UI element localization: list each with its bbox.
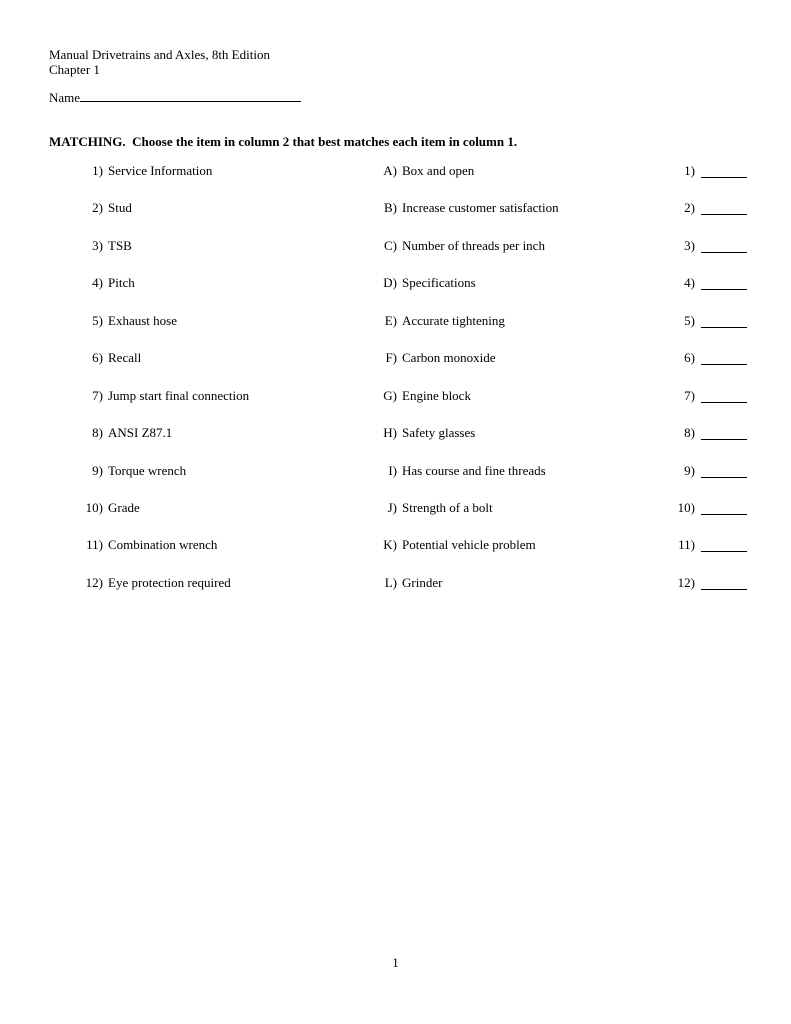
item-number: 6) xyxy=(92,350,103,366)
answer-blank xyxy=(701,575,747,590)
option-letter: B) xyxy=(384,200,397,216)
answer-blank xyxy=(701,238,747,253)
column2-item: Increase customer satisfaction xyxy=(402,200,559,216)
answer-blank-cell xyxy=(695,313,751,332)
answer-blank-cell xyxy=(695,425,751,444)
item-number: 7) xyxy=(92,387,103,403)
answer-number: 11) xyxy=(678,537,695,553)
name-row xyxy=(49,89,301,106)
answer-blank xyxy=(701,275,747,290)
answer-number: 7) xyxy=(684,387,695,403)
option-letter: L) xyxy=(384,574,397,590)
answer-number: 4) xyxy=(684,275,695,291)
option-letter: K) xyxy=(383,537,397,553)
option-letter: C) xyxy=(384,237,397,253)
item-number: 1) xyxy=(92,163,103,178)
option-letter: I) xyxy=(388,462,397,478)
item-number: 10) xyxy=(85,499,103,515)
option-letter: E) xyxy=(384,312,397,328)
matching-row xyxy=(49,350,751,387)
column2-item: Has course and fine threads xyxy=(402,462,546,478)
answer-blank xyxy=(701,350,747,365)
column1-item: ANSI Z87.1 xyxy=(108,425,173,441)
matching-row xyxy=(49,275,751,312)
name-blank xyxy=(80,89,301,102)
answer-number: 10) xyxy=(677,499,695,515)
matching-row xyxy=(49,463,751,500)
answer-number: 12) xyxy=(677,574,695,590)
item-number: 9) xyxy=(92,462,103,478)
answer-number: 5) xyxy=(684,312,695,328)
answer-number: 9) xyxy=(684,462,695,478)
column2-item: Specifications xyxy=(402,275,476,291)
column1-item: TSB xyxy=(108,237,132,253)
matching-row xyxy=(49,313,751,350)
answer-blank-cell xyxy=(695,537,751,556)
column2-item: Potential vehicle problem xyxy=(402,537,536,553)
column1-item: Service Information xyxy=(108,163,213,178)
answer-blank xyxy=(701,313,747,328)
item-number: 3) xyxy=(92,237,103,253)
answer-blank-cell xyxy=(695,500,751,519)
option-letter: H) xyxy=(383,425,397,441)
column1-item: Recall xyxy=(108,350,142,366)
column2-item: Strength of a bolt xyxy=(402,499,493,515)
column1-item: Grade xyxy=(108,499,140,515)
column2-item: Safety glasses xyxy=(402,425,476,441)
answer-blank-cell xyxy=(695,200,751,219)
column1-item: Exhaust hose xyxy=(108,312,177,328)
answer-blank xyxy=(701,463,747,478)
item-number: 11) xyxy=(86,537,103,553)
document-header xyxy=(49,48,270,77)
item-number: 5) xyxy=(92,312,103,328)
column2-item: Number of threads per inch xyxy=(402,237,545,253)
matching-instructions: MATCHING. Choose the item in column 2 that best matches each item in column 1. xyxy=(49,134,518,149)
answer-blank xyxy=(701,500,747,515)
column1-item: Torque wrench xyxy=(108,462,187,478)
page-number: 1 xyxy=(392,955,399,970)
matching-row xyxy=(49,537,751,574)
matching-table xyxy=(49,163,751,612)
answer-blank-cell xyxy=(695,388,751,407)
chapter-title: Chapter 1 xyxy=(49,61,100,77)
option-letter: J) xyxy=(387,499,397,515)
answer-blank xyxy=(701,425,747,440)
column2-item: Carbon monoxide xyxy=(402,350,496,366)
answer-blank-cell xyxy=(695,575,751,594)
answer-number: 2) xyxy=(684,200,695,216)
column2-item: Grinder xyxy=(402,574,443,590)
item-number: 4) xyxy=(92,275,103,291)
answer-blank-cell xyxy=(695,350,751,369)
matching-row xyxy=(49,500,751,537)
name-label: Name xyxy=(49,90,81,105)
column1-item: Pitch xyxy=(108,275,135,291)
answer-blank xyxy=(701,388,747,403)
answer-blank-cell xyxy=(695,463,751,482)
answer-blank xyxy=(701,537,747,552)
answer-blank-cell xyxy=(695,238,751,257)
item-number: 2) xyxy=(92,200,103,216)
matching-row xyxy=(49,200,751,237)
answer-blank xyxy=(701,163,747,178)
column1-item: Eye protection required xyxy=(108,574,231,590)
matching-row xyxy=(49,425,751,462)
answer-number: 3) xyxy=(684,237,695,253)
column1-item: Combination wrench xyxy=(108,537,218,553)
column1-item: Stud xyxy=(108,200,132,216)
answer-blank xyxy=(701,200,747,215)
option-letter: A) xyxy=(383,163,397,178)
column2-item: Accurate tightening xyxy=(402,312,505,328)
column1-item: Jump start final connection xyxy=(108,387,250,403)
matching-row xyxy=(49,163,751,200)
column2-item: Engine block xyxy=(402,387,471,403)
item-number: 8) xyxy=(92,425,103,441)
matching-row xyxy=(49,575,751,612)
answer-number: 1) xyxy=(684,163,695,178)
option-letter: F) xyxy=(385,350,397,366)
answer-blank-cell xyxy=(695,275,751,294)
matching-row xyxy=(49,388,751,425)
option-letter: D) xyxy=(383,275,397,291)
answer-blank-cell xyxy=(695,163,751,182)
item-number: 12) xyxy=(85,574,103,590)
answer-number: 6) xyxy=(684,350,695,366)
answer-number: 8) xyxy=(684,425,695,441)
column2-item: Box and open xyxy=(402,163,475,178)
option-letter: G) xyxy=(383,387,397,403)
book-title: Manual Drivetrains and Axles, 8th Edition xyxy=(49,47,270,62)
matching-row xyxy=(49,238,751,275)
